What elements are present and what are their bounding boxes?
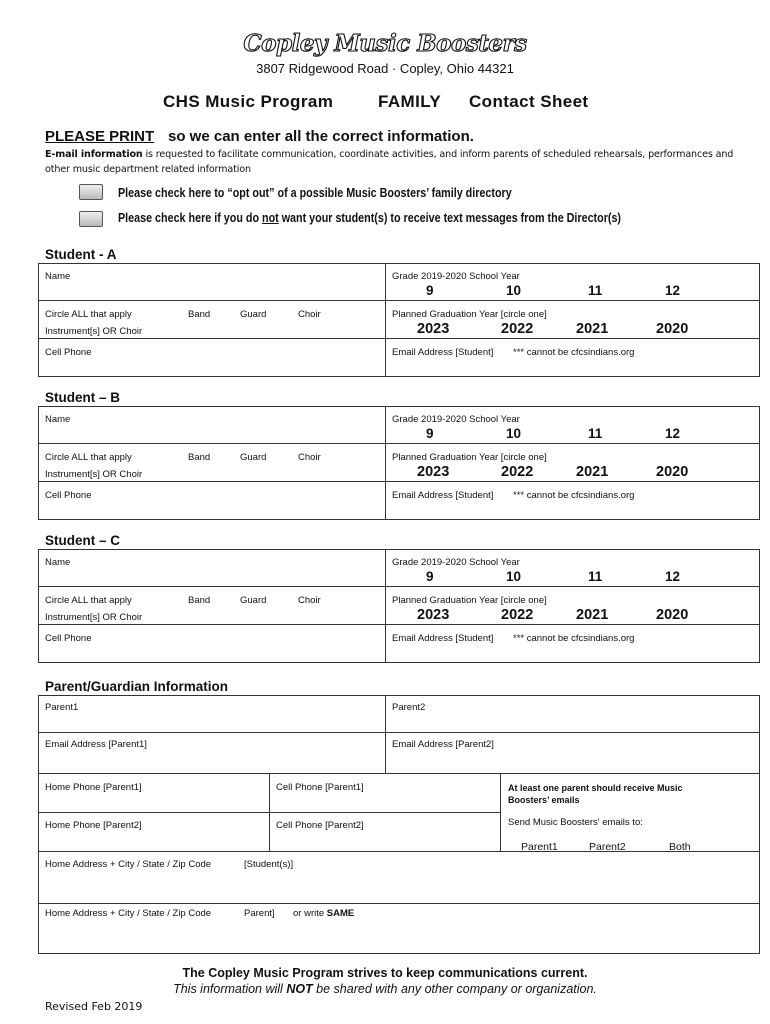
cell-phone-field-a[interactable]: Cell Phone xyxy=(45,347,92,358)
circle-all-label-b: Circle ALL that apply xyxy=(45,452,132,463)
cell-phone-field-b[interactable]: Cell Phone xyxy=(45,490,92,501)
choir-option-a[interactable]: Choir xyxy=(298,309,321,320)
grade-10-a[interactable]: 10 xyxy=(506,283,522,298)
student-email-field-c[interactable]: Email Address [Student] xyxy=(392,633,494,644)
cell-phone-field-c[interactable]: Cell Phone xyxy=(45,633,92,644)
title-family: FAMILY xyxy=(378,92,442,111)
grade-12-a[interactable]: 12 xyxy=(665,283,681,298)
grad-2022-c[interactable]: 2022 xyxy=(501,607,534,623)
send-both-option[interactable]: Both xyxy=(669,841,691,853)
opt-out-directory-checkbox[interactable] xyxy=(79,184,103,200)
instrument-field-a[interactable]: Instrument[s] OR Choir xyxy=(45,326,143,337)
parent1-home-phone-field[interactable]: Home Phone [Parent1] xyxy=(45,782,142,793)
no-text-messages-checkbox[interactable] xyxy=(79,211,103,227)
email-preference-note: At least one parent should receive Music Boosters’ emails xyxy=(508,783,683,805)
planned-grad-label-a: Planned Graduation Year [circle one] xyxy=(392,309,547,320)
student-address-field[interactable]: Home Address + City / State / Zip Code xyxy=(45,859,212,870)
band-option-a[interactable]: Band xyxy=(188,309,211,320)
grad-2020-c[interactable]: 2020 xyxy=(656,607,689,623)
parent1-field[interactable]: Parent1 xyxy=(45,702,79,713)
grade-10-b[interactable]: 10 xyxy=(506,426,522,441)
email-note-text: is requested to facilitate communication, coordinate activities, and inform parents of scheduled rehearsals, performances and other music department related information xyxy=(45,149,734,175)
parent2-cell-phone-field[interactable]: Cell Phone [Parent2] xyxy=(276,820,364,831)
parent-heading: Parent/Guardian Information xyxy=(45,679,229,694)
email-note xyxy=(45,147,735,177)
student-heading-a: Student - A xyxy=(45,247,117,262)
parent2-home-phone-field[interactable]: Home Phone [Parent2] xyxy=(45,820,142,831)
grad-2022-a[interactable]: 2022 xyxy=(501,321,534,337)
org-address: 3807 Ridgewood Road · Copley, Ohio 44321 xyxy=(256,61,514,76)
circle-all-label-c: Circle ALL that apply xyxy=(45,595,132,606)
grad-2022-b[interactable]: 2022 xyxy=(501,464,534,480)
parent2-email-field[interactable]: Email Address [Parent2] xyxy=(392,739,494,750)
grade-label-a: Grade 2019-2020 School Year xyxy=(392,271,520,282)
revision-date: Revised Feb 2019 xyxy=(45,1000,143,1013)
band-option-c[interactable]: Band xyxy=(188,595,211,606)
grade-label-b: Grade 2019-2020 School Year xyxy=(392,414,520,425)
grade-9-b[interactable]: 9 xyxy=(426,426,434,441)
parent1-cell-phone-field[interactable]: Cell Phone [Parent1] xyxy=(276,782,364,793)
circle-all-label-a: Circle ALL that apply xyxy=(45,309,132,320)
name-field-c[interactable]: Name xyxy=(45,557,71,568)
email-note-label: E-mail information xyxy=(45,149,143,160)
band-option-b[interactable]: Band xyxy=(188,452,211,463)
instrument-field-c[interactable]: Instrument[s] OR Choir xyxy=(45,612,143,623)
privacy-statement: This information will NOT be shared with any other company or organization. xyxy=(173,982,597,996)
student-address-suffix: [Student(s)] xyxy=(244,859,294,870)
grade-12-c[interactable]: 12 xyxy=(665,569,681,584)
print-note: so we can enter all the correct information. xyxy=(168,128,474,145)
name-field-a[interactable]: Name xyxy=(45,271,71,282)
grad-2023-c[interactable]: 2023 xyxy=(417,607,450,623)
grad-2020-b[interactable]: 2020 xyxy=(656,464,689,480)
parent-address-field[interactable]: Home Address + City / State / Zip Code xyxy=(45,908,212,919)
planned-grad-label-b: Planned Graduation Year [circle one] xyxy=(392,452,547,463)
parent2-field[interactable]: Parent2 xyxy=(392,702,426,713)
send-parent1-option[interactable]: Parent1 xyxy=(521,841,558,853)
org-name: Copley Music Boosters xyxy=(243,30,527,57)
send-emails-label: Send Music Boosters' emails to: xyxy=(508,817,643,828)
grad-2023-b[interactable]: 2023 xyxy=(417,464,450,480)
guard-option-c[interactable]: Guard xyxy=(240,595,267,606)
grade-9-a[interactable]: 9 xyxy=(426,283,434,298)
grade-11-c[interactable]: 11 xyxy=(588,569,603,584)
grad-2023-a[interactable]: 2023 xyxy=(417,321,450,337)
grade-label-c: Grade 2019-2020 School Year xyxy=(392,557,520,568)
student-email-field-a[interactable]: Email Address [Student] xyxy=(392,347,494,358)
no-text-messages-label: Please check here if you do not want your student(s) to receive text messages from the Director(s) xyxy=(118,211,622,225)
instrument-field-b[interactable]: Instrument[s] OR Choir xyxy=(45,469,143,480)
grad-2021-c[interactable]: 2021 xyxy=(576,607,609,623)
grad-2021-a[interactable]: 2021 xyxy=(576,321,609,337)
email-restriction-note-b: *** cannot be cfcsindians.org xyxy=(513,490,635,501)
grad-2021-b[interactable]: 2021 xyxy=(576,464,609,480)
parent-address-suffix: Parent] xyxy=(244,908,275,919)
footer-statement: The Copley Music Program strives to keep communications current. xyxy=(182,966,588,980)
title-program: CHS Music Program xyxy=(163,92,334,111)
planned-grad-label-c: Planned Graduation Year [circle one] xyxy=(392,595,547,606)
grade-11-b[interactable]: 11 xyxy=(588,426,603,441)
email-restriction-note-c: *** cannot be cfcsindians.org xyxy=(513,633,635,644)
send-parent2-option[interactable]: Parent2 xyxy=(589,841,626,853)
student-heading-c: Student – C xyxy=(45,533,121,548)
title-contact-sheet: Contact Sheet xyxy=(469,92,589,111)
choir-option-b[interactable]: Choir xyxy=(298,452,321,463)
parent1-email-field[interactable]: Email Address [Parent1] xyxy=(45,739,147,750)
choir-option-c[interactable]: Choir xyxy=(298,595,321,606)
email-restriction-note-a: *** cannot be cfcsindians.org xyxy=(513,347,635,358)
grade-10-c[interactable]: 10 xyxy=(506,569,522,584)
name-field-b[interactable]: Name xyxy=(45,414,71,425)
opt-out-directory-label: Please check here to “opt out” of a possible Music Boosters’ family directory xyxy=(118,186,512,200)
guard-option-a[interactable]: Guard xyxy=(240,309,267,320)
grade-12-b[interactable]: 12 xyxy=(665,426,681,441)
grade-9-c[interactable]: 9 xyxy=(426,569,434,584)
please-print: PLEASE PRINT xyxy=(45,128,155,145)
grad-2020-a[interactable]: 2020 xyxy=(656,321,689,337)
or-write-same: or write SAME xyxy=(293,908,355,919)
student-heading-b: Student – B xyxy=(45,390,121,405)
grade-11-a[interactable]: 11 xyxy=(588,283,603,298)
guard-option-b[interactable]: Guard xyxy=(240,452,267,463)
student-email-field-b[interactable]: Email Address [Student] xyxy=(392,490,494,501)
